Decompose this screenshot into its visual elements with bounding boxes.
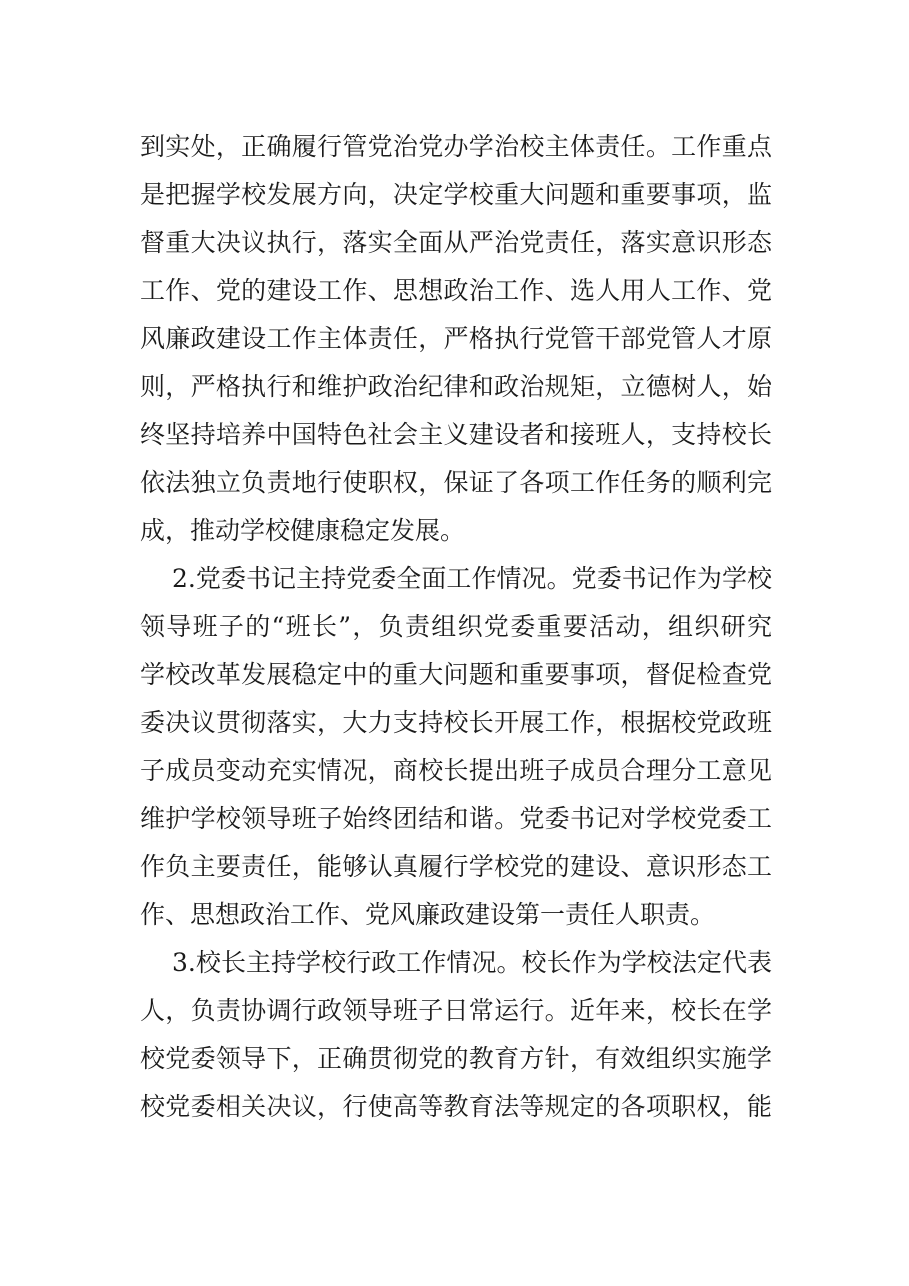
text-line: 依法独立负责地行使职权，保证了各项工作任务的顺利完 xyxy=(140,468,772,497)
text-line: 校党委领导下，正确贯彻党的教育方针，有效组织实施学 xyxy=(140,1044,772,1073)
text-line: 作负主要责任，能够认真履行学校党的建设、意识形态工 xyxy=(140,852,772,881)
text-line: 领导班子的“班长”，负责组织党委重要活动，组织研究 xyxy=(140,612,772,641)
text-line: 成，推动学校健康稳定发展。 xyxy=(140,516,466,545)
text-line: 终坚持培养中国特色社会主义建设者和接班人，支持校长 xyxy=(140,420,772,449)
text-line: 维护学校领导班子始终团结和谐。党委书记对学校党委工 xyxy=(140,804,772,833)
text-line: 风廉政建设工作主体责任，严格执行党管干部党管人才原 xyxy=(140,324,772,353)
text-line: 是把握学校发展方向，决定学校重大问题和重要事项，监 xyxy=(140,180,772,209)
text-line: 委决议贯彻落实，大力支持校长开展工作，根据校党政班 xyxy=(140,708,772,737)
text-line: 子成员变动充实情况，商校长提出班子成员合理分工意见 xyxy=(140,756,772,785)
text-line: 作、思想政治工作、党风廉政建设第一责任人职责。 xyxy=(140,900,716,929)
text-line: 工作、党的建设工作、思想政治工作、选人用人工作、党 xyxy=(140,276,772,305)
text-line: 学校改革发展稳定中的重大问题和重要事项，督促检查党 xyxy=(140,660,772,689)
text-line: 督重大决议执行，落实全面从严治党责任，落实意识形态 xyxy=(140,228,772,257)
text-line: 校党委相关决议，行使高等教育法等规定的各项职权，能 xyxy=(140,1092,772,1121)
paragraph-start-line: 3.校长主持学校行政工作情况。校长作为学校法定代表 xyxy=(172,948,772,977)
text-line: 人，负责协调行政领导班子日常运行。近年来，校长在学 xyxy=(140,996,772,1025)
paragraph-start-line: 2.党委书记主持党委全面工作情况。党委书记作为学校 xyxy=(172,564,772,593)
text-line: 到实处，正确履行管党治党办学治校主体责任。工作重点 xyxy=(140,132,772,161)
text-line: 则，严格执行和维护政治纪律和政治规矩，立德树人，始 xyxy=(140,372,772,401)
